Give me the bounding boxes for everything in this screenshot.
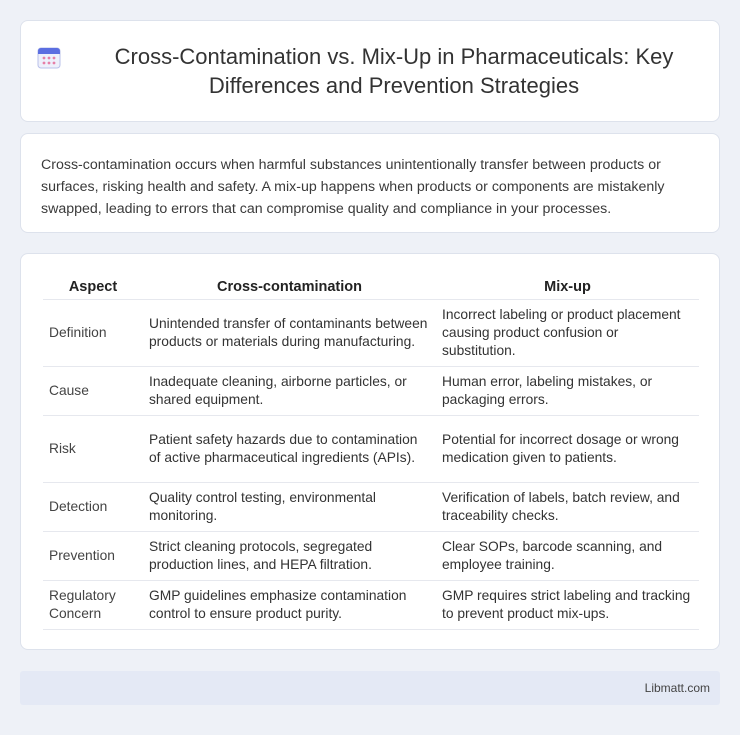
row-aspect: Risk — [43, 415, 143, 482]
row-cross-contamination: Inadequate cleaning, airborne particles, or shared equipment. — [143, 366, 436, 415]
row-mix-up: Incorrect labeling or product placement causing product confusion or substitution. — [436, 299, 699, 366]
comparison-table-card — [20, 253, 720, 650]
table-row — [43, 482, 699, 531]
row-aspect: Regulatory Concern — [43, 580, 143, 629]
table-row — [43, 415, 699, 482]
row-aspect: Prevention — [43, 531, 143, 580]
row-cross-contamination: Strict cleaning protocols, segregated production lines, and HEPA filtration. — [143, 531, 436, 580]
intro-card — [20, 133, 720, 233]
row-cross-contamination: GMP guidelines emphasize contamination control to ensure product purity. — [143, 580, 436, 629]
table-row — [43, 531, 699, 580]
row-cross-contamination: Patient safety hazards due to contamination of active pharmaceutical ingredients (APIs). — [143, 415, 436, 482]
row-mix-up: Potential for incorrect dosage or wrong medication given to patients. — [436, 415, 699, 482]
row-cross-contamination: Quality control testing, environmental monitoring. — [143, 482, 436, 531]
row-aspect: Definition — [43, 299, 143, 366]
intro-text: Cross-contamination occurs when harmful substances unintentionally transfer between products or surfaces, risking health and safety. A mix-up happens when products or components are mistakenly swapped, leading to errors that can compromise quality and compliance in your processes. — [41, 157, 665, 217]
header-cross-contamination: Cross-contamination — [216, 278, 362, 295]
header-aspect: Aspect — [68, 278, 118, 295]
row-mix-up: Human error, labeling mistakes, or packaging errors. — [436, 366, 699, 415]
calendar-icon — [36, 44, 62, 70]
row-cross-contamination: Unintended transfer of contaminants between products or materials during manufacturing. — [143, 299, 436, 366]
footer-brand[interactable]: Libmatt.com — [644, 681, 710, 695]
page-title: Cross-Contamination vs. Mix-Up in Pharmaceuticals: Key Differences and Prevention Strategies — [114, 44, 674, 98]
row-mix-up: GMP requires strict labeling and tracking to prevent product mix-ups. — [436, 580, 699, 629]
header-mix-up: Mix-up — [544, 278, 591, 295]
title-wrap — [36, 42, 704, 100]
comparison-table — [43, 274, 699, 630]
table-row — [43, 580, 699, 629]
row-aspect: Detection — [43, 482, 143, 531]
table-row — [43, 299, 699, 366]
row-mix-up: Clear SOPs, barcode scanning, and employee training. — [436, 531, 699, 580]
table-row — [43, 366, 699, 415]
table-header-row — [43, 274, 699, 299]
title-card — [20, 20, 720, 122]
footer — [20, 671, 720, 705]
row-aspect: Cause — [43, 366, 143, 415]
row-mix-up: Verification of labels, batch review, and traceability checks. — [436, 482, 699, 531]
